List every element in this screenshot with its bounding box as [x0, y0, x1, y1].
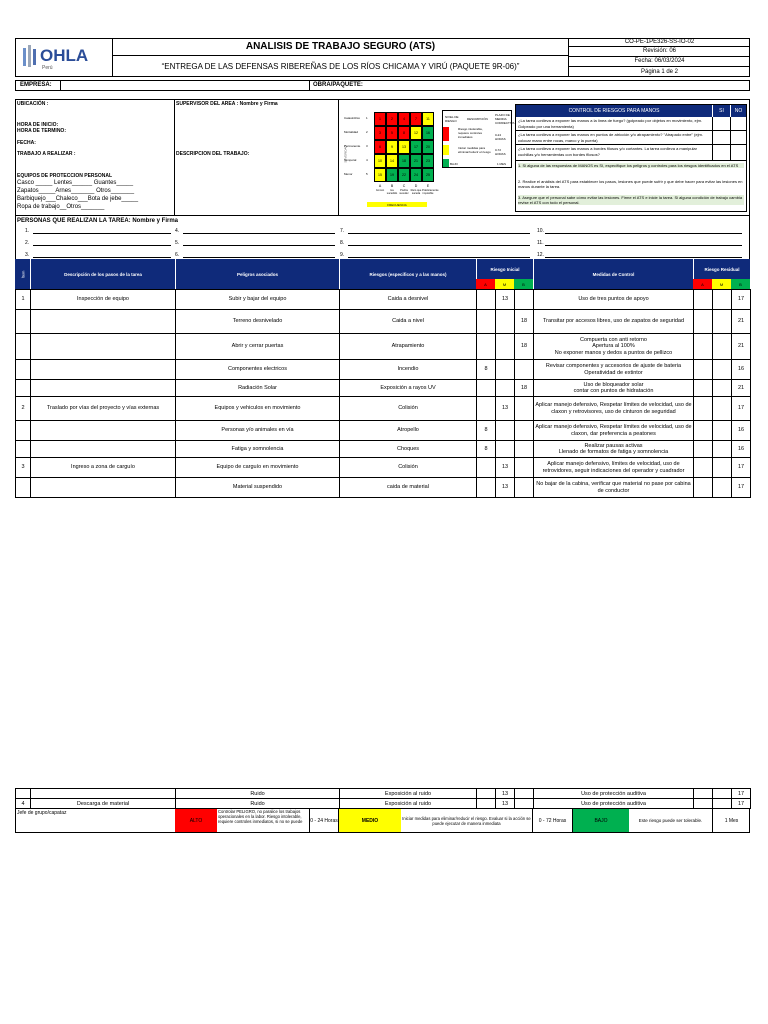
table-cell-desc: Inspección de equipo: [30, 289, 176, 310]
matrix-level-medio-desc: Iniciar medidas para eliminar/reducir el riesgo: [458, 146, 491, 154]
table-cell-peligro: Material suspendido: [175, 477, 340, 498]
epp-line: Barbiquejo___Chaleco___Bota de jebe_____: [17, 196, 139, 202]
footer-jefe-label: Jefe de grupo/capataz: [17, 810, 67, 816]
table-cell-ra: [693, 457, 713, 478]
matrix-level-medio-plazo: 0-72 HORAS: [495, 148, 506, 156]
table-cell-rm: [712, 309, 732, 334]
hand-question-row: [516, 145, 746, 161]
matrix-desc-header: DESCRIPCIÓN: [467, 117, 488, 121]
table-cell-item: [15, 477, 31, 498]
table-cell-res: 16: [731, 440, 751, 458]
table-cell-rm: [712, 457, 732, 478]
epp-line: Ropa de trabajo__Otros_______: [17, 204, 105, 210]
matrix-row-number: 4: [366, 158, 368, 162]
person-number: 9.: [340, 252, 345, 258]
table-cell-rm: [712, 379, 732, 397]
footer-bajo: BAJO: [573, 809, 629, 832]
matrix-cell: 10: [374, 154, 386, 168]
person-signature-line[interactable]: [348, 245, 530, 246]
table-cell-rm: [712, 359, 732, 380]
person-signature-line[interactable]: [183, 233, 335, 234]
hora-inicio-label: HORA DE INICIO:: [17, 122, 59, 128]
table-cell-desc: [30, 440, 176, 458]
footer-alto: ALTO: [175, 809, 217, 832]
table-cell-peligro: Terreno desnivelado: [175, 309, 340, 334]
footer-bajo-plazo: 1 Mes: [724, 817, 739, 824]
ubicacion-label: UBICACIÓN :: [17, 101, 49, 107]
table-cell-medida: Realizar pausas activas Llenado de formatos de fatiga y somnolencia: [533, 440, 694, 458]
bottom-cell-m: 13: [495, 798, 515, 809]
table-cell-desc: [30, 359, 176, 380]
table-cell-m: [495, 440, 515, 458]
table-cell-ra: [693, 333, 713, 360]
table-cell-peligro: Equipos y vehiculos en movimiento: [175, 396, 340, 421]
hand-question-si[interactable]: [712, 145, 730, 161]
table-cell-b: [514, 457, 534, 478]
table-cell-item: [15, 440, 31, 458]
table-cell-res: 17: [731, 396, 751, 421]
hand-question-si[interactable]: [712, 131, 730, 145]
table-cell-a: 8: [476, 420, 496, 441]
table-cell-medida: Revisar componentes y accesorios de ajuste de bateria Operatividad de extintor: [533, 359, 694, 380]
table-cell-riesgo: Caida a desnivel: [339, 289, 477, 310]
hand-question-no[interactable]: [730, 131, 746, 145]
table-cell-a: 8: [476, 440, 496, 458]
matrix-cell: 16: [422, 126, 434, 140]
col-header-peligros: Peligros asociados: [175, 259, 339, 289]
table-cell-a: [476, 379, 496, 397]
table-cell-res: 21: [731, 333, 751, 360]
table-cell-b: [514, 420, 534, 441]
table-cell-riesgo: Caida a nivel: [339, 309, 477, 334]
table-cell-m: [495, 420, 515, 441]
person-signature-line[interactable]: [183, 257, 335, 258]
matrix-row-label: Permanente: [344, 144, 361, 148]
matrix-frequency-label: FRECUENCIA: [367, 202, 427, 207]
table-cell-desc: Ingreso a zona de carguío: [30, 457, 176, 478]
matrix-row-number: 1: [366, 116, 368, 120]
table-cell-m: 13: [495, 457, 515, 478]
col-header-residual-a: A: [693, 279, 712, 289]
table-cell-riesgo: Atropello: [339, 420, 477, 441]
table-cell-rm: [712, 289, 732, 310]
personas-title: PERSONAS QUE REALIZAN LA TAREA: Nombre y Firma: [17, 218, 179, 224]
doc-title: ANALISIS DE TRABAJO SEGURO (ATS): [113, 38, 569, 56]
footer-alto-desc: Controlar PELIGRO, no paralice los trabajos operacionales en la labor. Riesgo intolerable, requiere controles inmediatos, si no se puede: [218, 809, 310, 832]
hand-note: 2. Realice el análisis del ATS para establecer los pasos, lesiones que puede sufrir y que debe hacer para evitar las lesiones en manos durante la tarea.: [518, 179, 743, 189]
hand-question-si[interactable]: [712, 117, 730, 131]
person-signature-line[interactable]: [545, 245, 742, 246]
bottom-cell-medida: Uso de protección auditiva: [533, 788, 694, 799]
person-number: 12.: [537, 252, 544, 258]
matrix-col-label: Ha sucedido: [386, 189, 398, 195]
col-header-medidas: Medidas de Control: [533, 259, 693, 289]
table-cell-res: 21: [731, 309, 751, 334]
table-cell-res: 17: [731, 477, 751, 498]
table-cell-desc: Traslado por vías del proyecto y vías externas: [30, 396, 176, 421]
table-cell-a: [476, 457, 496, 478]
col-header-item: [15, 259, 30, 289]
table-cell-m: [495, 379, 515, 397]
matrix-cell: 4: [398, 112, 410, 126]
matrix-level-alto: [443, 127, 449, 141]
table-cell-desc: [30, 309, 176, 334]
table-cell-b: [514, 396, 534, 421]
table-cell-ra: [693, 477, 713, 498]
info-divider-1: [174, 99, 175, 216]
person-number: 10.: [537, 228, 544, 234]
table-cell-medida: Aplicar manejo defensivo, límites de velocidad, uso de retrovidores, seguir indicaciones del operador y cuadrador: [533, 457, 694, 478]
table-cell-medida: Uso de tres puntos de apoyo: [533, 289, 694, 310]
risk-matrix: [340, 110, 515, 210]
matrix-row-number: 3: [366, 144, 368, 148]
table-cell-riesgo: caida de material: [339, 477, 477, 498]
table-cell-b: [514, 289, 534, 310]
col-header-residual-m: M: [712, 279, 731, 289]
table-cell-a: [476, 309, 496, 334]
table-cell-rm: [712, 477, 732, 498]
table-cell-peligro: Personas y/o animales en vía: [175, 420, 340, 441]
person-number: 1.: [25, 228, 30, 234]
matrix-cell: 21: [410, 154, 422, 168]
person-number: 8.: [340, 240, 345, 246]
person-signature-line[interactable]: [348, 233, 530, 234]
table-cell-medida: Uso de bloqueador solar contar con puntos de hidratación: [533, 379, 694, 397]
person-number: 7.: [340, 228, 345, 234]
matrix-col-letter: D: [414, 183, 418, 188]
col-header-riesgo-residual: Riesgo Residual: [693, 259, 750, 279]
supervisor-label: SUPERVISOR DEL AREA : Nombre y Firma: [176, 101, 278, 107]
table-cell-a: [476, 333, 496, 360]
table-cell-res: 17: [731, 289, 751, 310]
table-cell-res: 16: [731, 420, 751, 441]
bottom-cell-riesgo: Exposición al ruido: [339, 798, 477, 809]
hand-note: 1. Si alguna de las respuestas de MANOS es SI, especifique los peligros y controles para los riesgos identificados en el ATS: [518, 163, 744, 168]
col-header-riesgos: Riesgos (especificos y a las manos): [339, 259, 476, 289]
hand-question-row: [516, 117, 746, 131]
table-cell-res: 21: [731, 379, 751, 397]
matrix-level-bajo-plazo: 1 MES: [497, 162, 507, 166]
table-cell-riesgo: Atrapamiento: [339, 333, 477, 360]
bottom-cell-riesgo: Exposición al ruido: [339, 788, 477, 799]
matrix-col-label: Común: [375, 189, 385, 192]
table-cell-ra: [693, 420, 713, 441]
col-header-inicial-a: A: [476, 279, 495, 289]
table-cell-res: 17: [731, 457, 751, 478]
person-number: 11.: [537, 240, 544, 246]
fecha-label: FECHA:: [17, 140, 36, 146]
matrix-col-label: Raro que suceda: [410, 189, 422, 195]
trabajo-label: TRABAJO A REALIZAR :: [17, 151, 76, 157]
matrix-level-alto-plazo: 0-24 HORAS: [495, 133, 506, 141]
person-signature-line[interactable]: [33, 233, 171, 234]
bottom-cell-peligro: Ruido: [175, 788, 340, 799]
table-cell-rm: [712, 333, 732, 360]
ohla-logo-icon: [23, 44, 37, 70]
matrix-plazo-header: PLAZO DE MEDIDA CORRECTIVA: [495, 113, 515, 125]
table-cell-ra: [693, 289, 713, 310]
matrix-col-label: Podría suceder: [399, 189, 409, 195]
person-signature-line[interactable]: [33, 257, 171, 258]
table-cell-b: 18: [514, 379, 534, 397]
epp-line: Zapatos_____Arnes_______ Otros_______: [17, 188, 135, 194]
table-cell-item: [15, 309, 31, 334]
person-number: 2.: [25, 240, 30, 246]
matrix-cell: 24: [410, 168, 422, 182]
empresa-label: EMPRESA:: [20, 82, 52, 88]
matrix-cell: 5: [386, 126, 398, 140]
matrix-col-letter: C: [402, 183, 406, 188]
table-cell-item: [15, 333, 31, 360]
table-cell-m: 13: [495, 396, 515, 421]
table-cell-a: 8: [476, 359, 496, 380]
table-cell-peligro: Abrir y cerrar puertas: [175, 333, 340, 360]
matrix-cell: 20: [422, 140, 434, 154]
bottom-cell-res: 17: [731, 798, 751, 809]
table-cell-a: [476, 289, 496, 310]
table-cell-medida: No bajar de la cabina, verificar que material no pase por cabina de conductor: [533, 477, 694, 498]
table-cell-item: 1: [15, 289, 31, 310]
matrix-cell: 8: [398, 126, 410, 140]
matrix-cell: 15: [374, 168, 386, 182]
table-cell-desc: [30, 477, 176, 498]
matrix-level-header: NIVEL DE RIESGO: [445, 115, 459, 123]
matrix-cell: 22: [398, 168, 410, 182]
table-cell-medida: Compuerta con anti retorno Apertura al 100% No exponer manos y dedos a puntos de pellizco: [533, 333, 694, 360]
matrix-level-bajo-name: BAJO: [450, 162, 458, 166]
person-signature-line[interactable]: [348, 257, 530, 258]
hand-question: ¿La tarea conlleva a exponer las manos a la línea de fuego? (golpeado por objetos en movimiento, ejm. Golpeado por una herramienta): [518, 118, 703, 129]
col-header-desc: Descripción de los pasos de la tarea: [30, 259, 175, 289]
matrix-cell: 18: [398, 154, 410, 168]
table-cell-desc: [30, 333, 176, 360]
table-cell-rm: [712, 420, 732, 441]
matrix-cell: 11: [422, 112, 434, 126]
person-number: 4.: [175, 228, 180, 234]
table-cell-b: [514, 359, 534, 380]
hand-question-no[interactable]: [730, 145, 746, 161]
matrix-side-label: SEVERIDAD: [343, 145, 348, 163]
matrix-cell: 23: [422, 154, 434, 168]
matrix-col-letter: B: [390, 183, 394, 188]
bottom-cell-desc: Descarga de material: [30, 798, 176, 809]
person-number: 3.: [25, 252, 30, 258]
descripcion-label: DESCRIPCION DEL TRABAJO:: [176, 151, 250, 157]
table-cell-riesgo: Incendio: [339, 359, 477, 380]
person-signature-line[interactable]: [545, 257, 742, 258]
epp-line: Casco _____ Lentes______ Guantes_____: [17, 180, 134, 186]
matrix-row-number: 5: [366, 172, 368, 176]
bottom-cell-m: 13: [495, 788, 515, 799]
matrix-cell: 2: [386, 112, 398, 126]
table-cell-peligro: Fatiga y somnolencia: [175, 440, 340, 458]
table-cell-m: 13: [495, 477, 515, 498]
footer-bajo-desc: Este riesgo puede ser tolerable.: [629, 809, 713, 832]
table-cell-medida: Aplicar manejo defensivo, Respetar límites de velocidad, uso de claxon, dar preferencia a peatones: [533, 420, 694, 441]
matrix-cell: 25: [422, 168, 434, 182]
matrix-cell: 17: [410, 140, 422, 154]
matrix-level-bajo: [443, 159, 449, 167]
table-cell-medida: Aplicar manejo defensivo, Respetar límites de velocidad, uso de claxon y retrovisores, uso de cinturon de seguridad: [533, 396, 694, 421]
table-cell-peligro: Radiación Solar: [175, 379, 340, 397]
hand-control-si-header: SI: [712, 105, 730, 117]
table-cell-peligro: Equipo de carguío en movimiento: [175, 457, 340, 478]
table-cell-ra: [693, 379, 713, 397]
bottom-cell-peligro: Ruido: [175, 798, 340, 809]
table-cell-item: [15, 420, 31, 441]
doc-code: CO-PE-1PE326-SS-IO-02: [569, 38, 750, 47]
doc-revision: Revisión: 06: [569, 47, 750, 57]
table-cell-b: 18: [514, 309, 534, 334]
hora-termino-label: HORA DE TERMINO:: [17, 128, 66, 134]
table-cell-rm: [712, 396, 732, 421]
table-cell-m: 13: [495, 289, 515, 310]
table-cell-item: 2: [15, 396, 31, 421]
person-signature-line[interactable]: [183, 245, 335, 246]
col-header-inicial-b: B: [514, 279, 533, 289]
hand-control-title: CONTROL DE RIESGOS PARA MANOS: [516, 105, 712, 117]
matrix-cell: 14: [386, 154, 398, 168]
footer-medio-plazo: 0 - 72 Horas: [533, 809, 573, 832]
hand-control-panel: [515, 104, 747, 212]
table-cell-item: [15, 359, 31, 380]
col-header-riesgo-inicial: Riesgo Inicial: [476, 259, 533, 279]
table-cell-riesgo: Exposición a rayos UV: [339, 379, 477, 397]
table-cell-riesgo: Colisión: [339, 396, 477, 421]
obra-label: OBRA/PAQUETE:: [313, 82, 363, 88]
matrix-cell: 13: [398, 140, 410, 154]
table-cell-desc: [30, 379, 176, 397]
hand-question: ¿La tarea conlleva a exponer las manos en puntos de atricción y/o atrapamiento? "Atrapado entre" (ejm. colocar mano entre rocas, marco y la puerta): [518, 132, 703, 143]
empresa-field[interactable]: [60, 80, 310, 91]
col-header-inicial-m: M: [495, 279, 514, 289]
logo-subtext: Perú: [42, 65, 53, 71]
table-cell-medida: Transitar por accesos libres, uso de zapatos de seguridad: [533, 309, 694, 334]
bottom-cell-item: 4: [15, 798, 31, 809]
doc-subtitle: “ENTREGA DE LAS DEFENSAS RIBEREÑAS DE LOS RÍOS CHICAMA Y VIRÚ (PAQUETE 9R-06)”: [113, 56, 569, 77]
table-cell-item: [15, 379, 31, 397]
matrix-cell: 1: [374, 112, 386, 126]
table-cell-m: [495, 359, 515, 380]
person-signature-line[interactable]: [33, 245, 171, 246]
footer-alto-plazo: 0 - 24 Horas: [310, 809, 339, 832]
table-cell-m: [495, 309, 515, 334]
table-cell-ra: [693, 309, 713, 334]
matrix-cell: 12: [410, 126, 422, 140]
table-cell-a: [476, 396, 496, 421]
col-header-residual-b: B: [731, 279, 750, 289]
epp-title: EQUIPOS DE PROTECCION PERSONAL: [17, 173, 113, 179]
matrix-row-number: 2: [366, 130, 368, 134]
hand-control-no-header: NO: [730, 105, 746, 117]
bottom-cell-res: 17: [731, 788, 751, 799]
table-cell-peligro: Componentes electricos: [175, 359, 340, 380]
matrix-cell: 19: [386, 168, 398, 182]
table-cell-a: [476, 477, 496, 498]
info-divider-2: [338, 99, 339, 216]
matrix-row-label: Catastrófico: [344, 116, 361, 120]
hand-note: 3. Asegure que el personal sabe cómo evitar las lesiones. Firme el ATS e inicie la tarea. Si alguna condición de trabajo cambia revise el ATS con todo el personal.: [518, 195, 743, 205]
table-cell-ra: [693, 396, 713, 421]
person-number: 5.: [175, 240, 180, 246]
table-cell-desc: [30, 420, 176, 441]
footer-medio: MEDIO: [339, 809, 401, 832]
matrix-row-label: Menor: [344, 172, 353, 176]
logo-text: OHLA: [40, 46, 89, 65]
hand-question: ¿La tarea conlleva a exponer las manos a bordes filosos y/o cortantes. La tarea conlleva a manipular cuchillas y/o herramientas con bordes filosos?: [518, 146, 697, 157]
table-cell-peligro: Subir y bajar del equipo: [175, 289, 340, 310]
matrix-cell: 6: [374, 140, 386, 154]
col-header-item-text: Ítem: [20, 270, 25, 278]
doc-page: Página 1 de 2: [640, 68, 679, 75]
bottom-cell-medida: Uso de protección auditiva: [533, 798, 694, 809]
table-cell-ra: [693, 359, 713, 380]
logo: [15, 38, 113, 77]
table-cell-b: [514, 440, 534, 458]
matrix-level-medio: [443, 145, 449, 155]
matrix-col-label: Prácticamente imposible: [422, 189, 439, 195]
table-cell-res: 16: [731, 359, 751, 380]
matrix-legend: [442, 110, 515, 168]
matrix-cell: 9: [386, 140, 398, 154]
table-cell-m: [495, 333, 515, 360]
table-cell-b: [514, 477, 534, 498]
matrix-level-alto-desc: Riesgo intolerable, requiere controles inmediatos: [458, 127, 483, 139]
matrix-col-letter: E: [426, 183, 430, 188]
footer-medio-desc: Iniciar medidas para eliminar/reducir el riesgo. Evaluar si la acción se puede ejecutar de manera inmediata: [401, 809, 533, 832]
table-cell-riesgo: Colisión: [339, 457, 477, 478]
matrix-cell: 7: [410, 112, 422, 126]
table-cell-ra: [693, 440, 713, 458]
table-cell-rm: [712, 440, 732, 458]
matrix-row-label: Temporal: [344, 158, 357, 162]
matrix-cell: 3: [374, 126, 386, 140]
doc-date: Fecha: 06/03/2024: [569, 57, 750, 67]
hand-question-row: [516, 131, 746, 145]
table-cell-riesgo: Choques: [339, 440, 477, 458]
hand-question-no[interactable]: [730, 117, 746, 131]
table-cell-b: 18: [514, 333, 534, 360]
person-number: 6.: [175, 252, 180, 258]
matrix-col-letter: A: [378, 183, 382, 188]
table-cell-item: 3: [15, 457, 31, 478]
matrix-row-label: Mortalidad: [344, 130, 359, 134]
person-signature-line[interactable]: [545, 233, 742, 234]
